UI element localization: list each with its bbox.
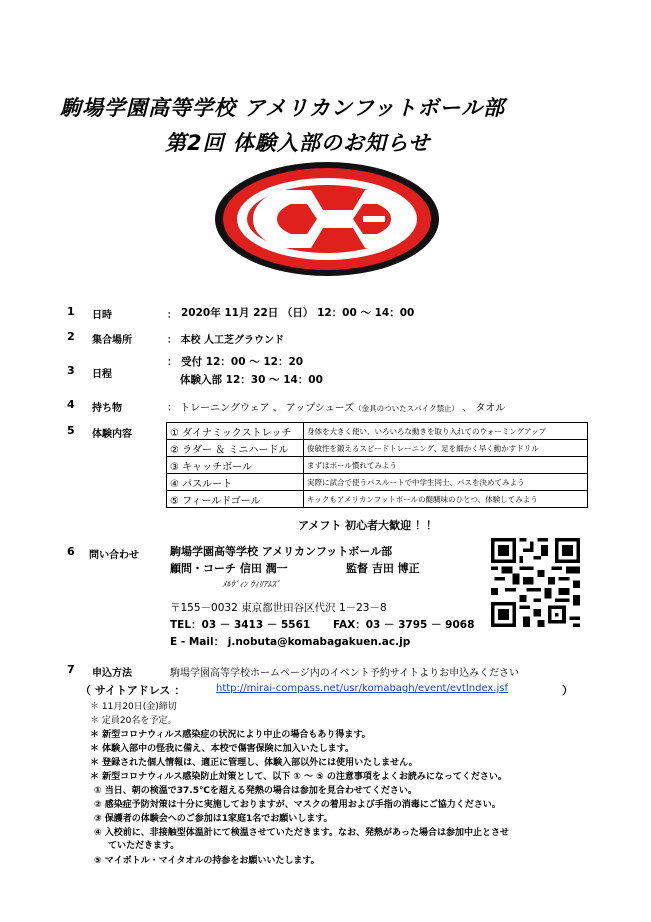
contact-fax: FAX：03 － 3795 － 9068 (333, 619, 475, 631)
table-row (167, 474, 588, 491)
contact-org: 駒場学園高等学校 アメリカンフットボール部 (170, 545, 393, 558)
table-row (167, 440, 588, 457)
activity-desc: 身体を大きく使い、いろいろな動きを取り入れてのウォーミングアップ (304, 423, 588, 440)
belongings-label: 持ち物 (92, 403, 122, 414)
activity-desc: 俊敏性を鍛えるスピードトレーニング、足を細かく早く動かすドリル (304, 440, 588, 457)
note-line: ＊ 新型コロナウィルス感染防止対策として、以下 ① ～ ⑤ の注意事項をよくお読みになってください。 (90, 772, 507, 782)
content-label: 体験内容 (92, 429, 132, 440)
item-number: 7 (67, 663, 75, 676)
contact-label: 問い合わせ (89, 550, 139, 561)
page-title-line2: 第2回 体験入部のお知らせ (165, 131, 431, 155)
item-number: 2 (67, 330, 75, 343)
activity-name: ② ラダー ＆ ミニハードル (167, 440, 304, 457)
item-number: 6 (67, 545, 75, 558)
date-value: 2020年 11月 22日 （日） 12：00 ～ 14：00 (181, 307, 415, 319)
email-link[interactable]: j.nobuta@komabagakuen.ac.jp (227, 636, 411, 648)
site-address-label: （ サイトアドレス ： (80, 684, 186, 697)
site-address-close: ） (562, 684, 573, 697)
schedule-reception: ： 受付 12：00 ～ 12：20 (167, 356, 304, 368)
table-row (167, 457, 588, 474)
note-line: ＊ 登録された個人情報は、適正に管理し、体験入部以外には使用いたしません。 (90, 758, 418, 768)
event-site-link[interactable]: http://mirai-compass.net/usr/komabagh/event/evtIndex.jsf (216, 683, 509, 694)
contact-address: 〒155－0032 東京都世田谷区代沢 1－23－8 (170, 602, 387, 614)
activity-desc: まずはボール慣れてみよう (304, 457, 588, 474)
precaution-line: ⑤ マイボトル・マイタオルの持参をお願いいたします。 (94, 856, 320, 866)
date-label: 日時 (92, 310, 112, 321)
precaution-line: ていただきます。 (108, 841, 180, 851)
activity-name: ④ パスルート (167, 474, 304, 491)
note-line: ＊ 定員20名を予定。 (90, 716, 177, 726)
activity-table (166, 422, 588, 508)
belongings-value: ： トレーニングウェア 、 アップシューズ（金具のついたスパイク禁止） 、 タオル (167, 403, 506, 414)
contact-advisor: 顧問・コーチ 信田 潤一 (170, 562, 288, 575)
item-number: 3 (67, 364, 75, 377)
precaution-line: ① 当日、朝の検温で37.5℃を超える発熱の場合は参加を見合わせてください。 (94, 786, 417, 796)
table-row (167, 423, 588, 440)
item-number: 1 (67, 305, 75, 318)
schedule-trial: 体験入部 12：30 ～ 14：00 (180, 374, 323, 386)
activity-desc: キックもアメリカンフットボールの醍醐味のひとつ、体験してみよう (304, 491, 588, 508)
page-title-line1: 駒場学園高等学校 アメリカンフットボール部 (60, 96, 505, 120)
note-line: ＊ 11月20日(金)締切 (90, 702, 177, 712)
activity-name: ① ダイナミックストレッチ (167, 423, 304, 440)
qr-code-icon[interactable] (491, 538, 580, 627)
place-value: ： 本校 人工芝グラウンド (167, 335, 284, 346)
item-number: 4 (67, 398, 75, 411)
activity-name: ③ キャッチボール (167, 457, 304, 474)
item-number: 5 (67, 424, 75, 437)
contact-email: E - Mail： j.nobuta@komabagakuen.ac.jp (170, 636, 411, 648)
apply-label: 申込方法 (92, 668, 132, 679)
date-colon: ： (167, 310, 177, 321)
activity-desc: 実際に試合で使うパスルートで中学生同士、パスを決めてみよう (304, 474, 588, 491)
place-label: 集合場所 (92, 335, 132, 346)
contact-director: 監督 吉田 博正 (346, 562, 420, 575)
table-row (167, 491, 588, 508)
welcome-message: アメフト 初心者大歓迎 ！！ (298, 519, 437, 532)
director-reading: ﾒﾙｳﾞｨﾝ ｳｨﾘｱﾑｽﾞ (222, 580, 280, 590)
team-logo-icon (213, 160, 441, 278)
activity-name: ⑤ フィールドゴール (167, 491, 304, 508)
contact-tel: TEL：03 － 3413 － 5561 (170, 619, 311, 631)
precaution-line: ③ 保護者の体験会へのご参加は1家庭1名でお願いします。 (94, 814, 333, 824)
note-line: ＊ 新型コロナウィルス感染症の状況により中止の場合もあり得ます。 (90, 730, 371, 740)
schedule-label: 日程 (92, 369, 112, 380)
precaution-line: ④ 入校前に、非接触型体温計にて検温させていただきます。なお、発熱があった場合は参加中止とさせ (94, 828, 509, 838)
note-line: ＊ 体験入部中の怪我に備え、本校で傷害保険に加入いたします。 (90, 744, 354, 754)
precaution-line: ② 感染症予防対策は十分に実施しておりますが、マスクの着用および手指の消毒にご協力ください。 (94, 800, 501, 810)
apply-text: 駒場学園高等学校ホームページ内のイベント予約サイトよりお申込みください (170, 668, 520, 679)
